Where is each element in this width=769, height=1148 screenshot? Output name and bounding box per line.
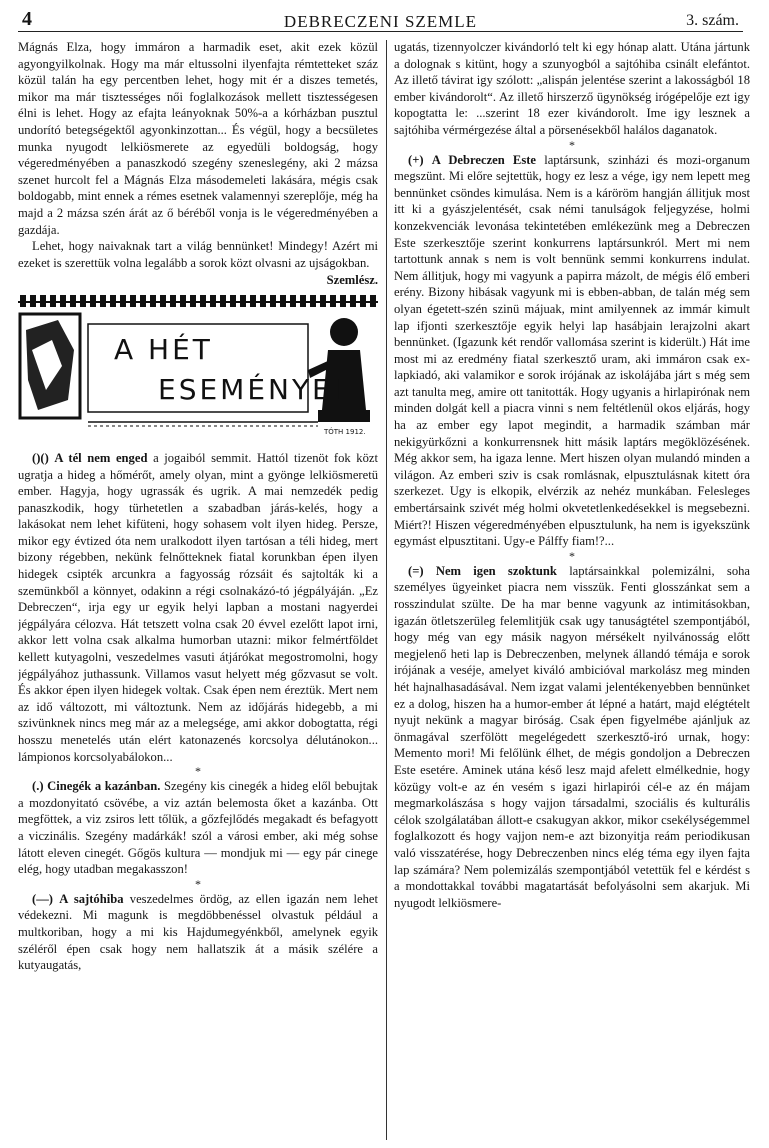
- news-item: [18, 778, 378, 878]
- article-paragraph: Mágnás Elza, hogy immáron a harmadik eset, akit ezek közül agyongyilkolnak. Hogy ma már eltussolni ilyenfajta rémtetteket száz közül talán ha egy percentben lehet, hogy mit ér a diszes temetés, mikor ma már tisztességes női foglalkozások mellett tisztességesen élni is lehet. Hogy az efajta leányoknak 50%-a a kórházban pusztul undorító betegségektől agyonkinzottan... És végül, hogy a becsületes munka nyugodt lelkiösmerete az egyedüli boldogság, hogy végeredményében a panaszkodó szegény szeneslegény, aki 2 mázsa szenet hurcolt fel a Mágnás Elza másodemeleti lakására, mégis csak boldogabb, mint ennek a rémes esetnek valamennyi szereplője, még ha majd a 2 mázsa szén árát az ő béréből vonja is le végeredményében a gazdája.: [18, 40, 378, 237]
- item-lead: A Debreczen Este: [431, 152, 537, 167]
- item-mark: (.): [32, 779, 44, 794]
- article-paragraph: ugatás, tizennyolczer kivándorló telt ki egy hónap alatt. Utána jártunk a dolognak s kitünt, hogy a szunyogból a sajtóhiba csinált elefántot. Az illető távirat igy szólott: „alispán jelentése szerint a lakosságból 18 ember kivándorolt“. Az illető hirszerző ügynökség irógépelője ezt igy kopogtatta le: ...szerint 18 ezer kivándorolt. Ime igy lesznek a sajtóhiba vérmérgezése által a pörsenésekből halálos daganatok.: [394, 40, 750, 137]
- issue-number: 3. szám.: [686, 12, 739, 29]
- page-number: 4: [22, 8, 32, 30]
- item-text: a jogaiból semmit. Hattól tizenöt fok közt ugratja a hideg a hőmérőt, amely olyan, mint a gyönge lelkiösmeretü ember. Hagyja, hogy ugrassák és ugrik. A mai nemzedék pedig panaszkodik, hogy türhetetlen a szabadban járás-kelés, hogy a lakásokat nem lehet kifüteni, hogy sohasem volt ilyen hideg. Persze, mikor egy évtized óta nem uralkodott ilyen tartósan a téli hideg, mert bizony régebben, nekünk felnőtteknek fiatal korunkban épen ilyen hidegek csipték arcunkra a fagyosság rózsáit és sajtolták ki a szemünkből a könnyet, odakinn a régi csolnakázó-tó jégpályáján. „Ez Debreczen“, irja egy ur egyik helyi lapban a mostani nagyerdei jégpályára célozva. Hát tetszett volna csak 20 évvel ezelőtt lapot irni, akkor lett volna csak alkalma humorban utazni: mikor felmértföldet kellett kutyagolni, veszedelmes vasuti átjárókat megostromolni, hogy jégpályához juthassunk. Villamos vasut helyett még gőzvasut se volt. És akkor épen ilyen hidegek voltak. Csak épen nem éreztük. Mert nem az idő változott, mi változtunk. Nem az időjárás hidegebb, a mi szivünknek nincs meg már az a melegsége, ami akkor dobogtatta, régi hosszu menetelés után elért katonazenés korcsolya délutánokon... lámpionos korcsolyabálokon...: [18, 450, 378, 764]
- item-lead: Nem igen szoktunk: [435, 563, 557, 578]
- item-text: laptársunk, szinházi és mozi-organum megszünt. Mi előre sejtettük, hogy ez lesz a vége, igy nem lepett meg bennünket csöndes kimulása. Nem is a káröröm hangján állitjuk most itt ki a gyászjelentését, csak némi tanulságok feljegyzése, holmi konzekvenciák levonása tekintetében emlékezünk meg a Debreczen Este szerkesztője szerint konkurrens laptársunkról. Mert mi nem tartottunk annak s nem is volt bennünk semmi konkurrens indulat. Nem állitjuk, hogy mi vagyunk a papirra mázolt, de mégis élő emberi erény. Bizony hibásak vagyunk mi is ebben-abban, de talán még sem olyan égetett-szén szinü májuak, mint amilyennek az immár kimult lap ifjonti szerkesztője egyik helyi lap hasábjain lerajzolni akart bennünket. (Igazunk két rendőr vallomása szerint is kiderült.) Hát ime most mi az eredmény fiatal szerkesztő uram, aki immáron csak ex-lapkiadó, aki valamikor e sorok irójának az iskolájába járt s még sem azt tanulta meg, amire ott tanitották. Hogy ugyanis a hirlapirónak nem minden dolgát kell a piacra vinni s nem feltétlenül okos eljárás, hogy ha az ember egy lapot megindit, a harmadik számban már nekigyürkőzni a konkurrensnek hitt másik laptárs megöklözésének. Még akkor sem, ha igaza lenne. Mert hiszen olyan mulandó minden a világon. Az emberi sziv is csak romlásnak, elpusztulásnak kitett óra szerkezet. Ugy is elkopik, elvérzik az nehéz munkában. Felesleges embertársaink szivét még holmi okvetetlenkedésekkel is megsebezni. Miért?! Hiszen végeredményében elpusztulunk, ha nem is igyekszünk egymást elpusztitani. Ugy-e Pálffy fiam!?...: [394, 152, 750, 549]
- item-lead: A sajtóhiba: [59, 891, 124, 906]
- item-text: veszedelmes ördög, az ellen igazán nem lehet védekezni. Mi magunk is megdöbbenéssel olvastuk például a multkoriban, hogy a mi kis Hajdumegyénkből, amelynek egyik széléről épen csak hogy nem hallatszik át a másik szélére a kutyaugatás,: [18, 891, 378, 973]
- right-column: [394, 39, 750, 1140]
- article-paragraph: Lehet, hogy naivaknak tart a világ bennünket! Mindegy! Azért mi ezeket is szerettük volna legalább a sorok közt olvasni az ujságokban.: [18, 239, 378, 270]
- news-item: [18, 891, 378, 974]
- item-lead: Cinegék a kazánban.: [47, 779, 161, 794]
- item-lead: A tél nem enged: [54, 450, 148, 465]
- item-text: Szegény kis cinegék a hideg elől bebujtak a mozdonyitató csövébe, a viz aztán belemosta őket a kazánba. Ott megföttek, a viz zsiros lett tőlük, a gőzfejlődés megakadt és befagyott a viczinális. Szegény madárkák! szól a városi ember, aki még sohse látott eleven cinegét. Gőgös kultura — mondjuk mi — egy pár cinege elég, hogy utadban megakasszon!: [18, 779, 378, 877]
- banner-artist-signature: TÓTH 1912.: [324, 427, 366, 436]
- author-signature: Szemlész.: [326, 273, 378, 288]
- item-mark: (=): [408, 563, 424, 578]
- masthead: [22, 8, 739, 30]
- separator-star: *: [569, 548, 575, 563]
- left-column: [18, 39, 378, 1140]
- newspaper-title: DEBRECZENI SZEMLE: [283, 12, 478, 31]
- separator-star: *: [569, 137, 575, 152]
- banner-title-line1: A HÉT: [114, 332, 213, 366]
- header-rule: [18, 31, 743, 32]
- item-mark: (+): [408, 152, 424, 167]
- news-item: [18, 450, 378, 765]
- section-banner: [18, 310, 378, 444]
- ornament-row: [18, 295, 378, 307]
- item-mark: (—): [32, 891, 53, 906]
- news-item: [394, 152, 750, 550]
- news-item: [394, 563, 750, 911]
- item-mark: ()(): [32, 450, 49, 465]
- separator-star: *: [195, 764, 201, 779]
- column-divider: [386, 40, 387, 1140]
- separator-star: *: [195, 876, 201, 891]
- item-text: laptársainkkal polemizálni, soha személyes ügyeinket piacra nem visszük. Fenti glosszánkat sem a rosszindulat szülte. De ha mar benne vagyunk az intimitásokban, igazán ötletszerüleg felemlitjük csak ugy tanuságtétel szempontjából, hogy még van egy másik nagyon mérsékelt nyilvánosság előtt megjelenő heti lap is Debreczenben, melynek állandó témája e sorok irójának a veséje, amelyet kiváló ambicióval markolász meg minden hét hajnalhasadásával. Nem izgat valami jelentékenyebben bennünket ez a dolog, hiszen ha a humor-ember át lépné a határt, majd elégtételt nyujt nekünk a magyar biróság. Csak épen figyelmébe ajánljuk az önmagával szerfölött megelégedett szerkesztő-iró urnak, hogy: Memento mori! Mi felőlünk élhet, de mégis gondoljon a Debreczen Este esetére. Aminek utána késő lesz majd afelett elmélkednie, hogy közügy volt-e az én vesém s igazi hirlapirói cél-e az én májam megmarkolászása s hogy vajjon társadalmi, szociális és kulturális célok szolgálatában állott-e csakugyan akkor, mikor csekélységemmel foglalkozott és hogy vajjon nem-e azt bizonyitja reám periodikusan való visszatérése, hogy Debreczenben nincs elég téma egy ilyen fajta lap számára? Nem polemizálás szempontjából vetettük fel e kérdést s a mondottakkal további magatartását befolyásolni sem akarjuk. Mi nyugodt lelkiösmere-: [394, 563, 750, 910]
- banner-title-line2: ESEMÉNYEI: [158, 372, 345, 406]
